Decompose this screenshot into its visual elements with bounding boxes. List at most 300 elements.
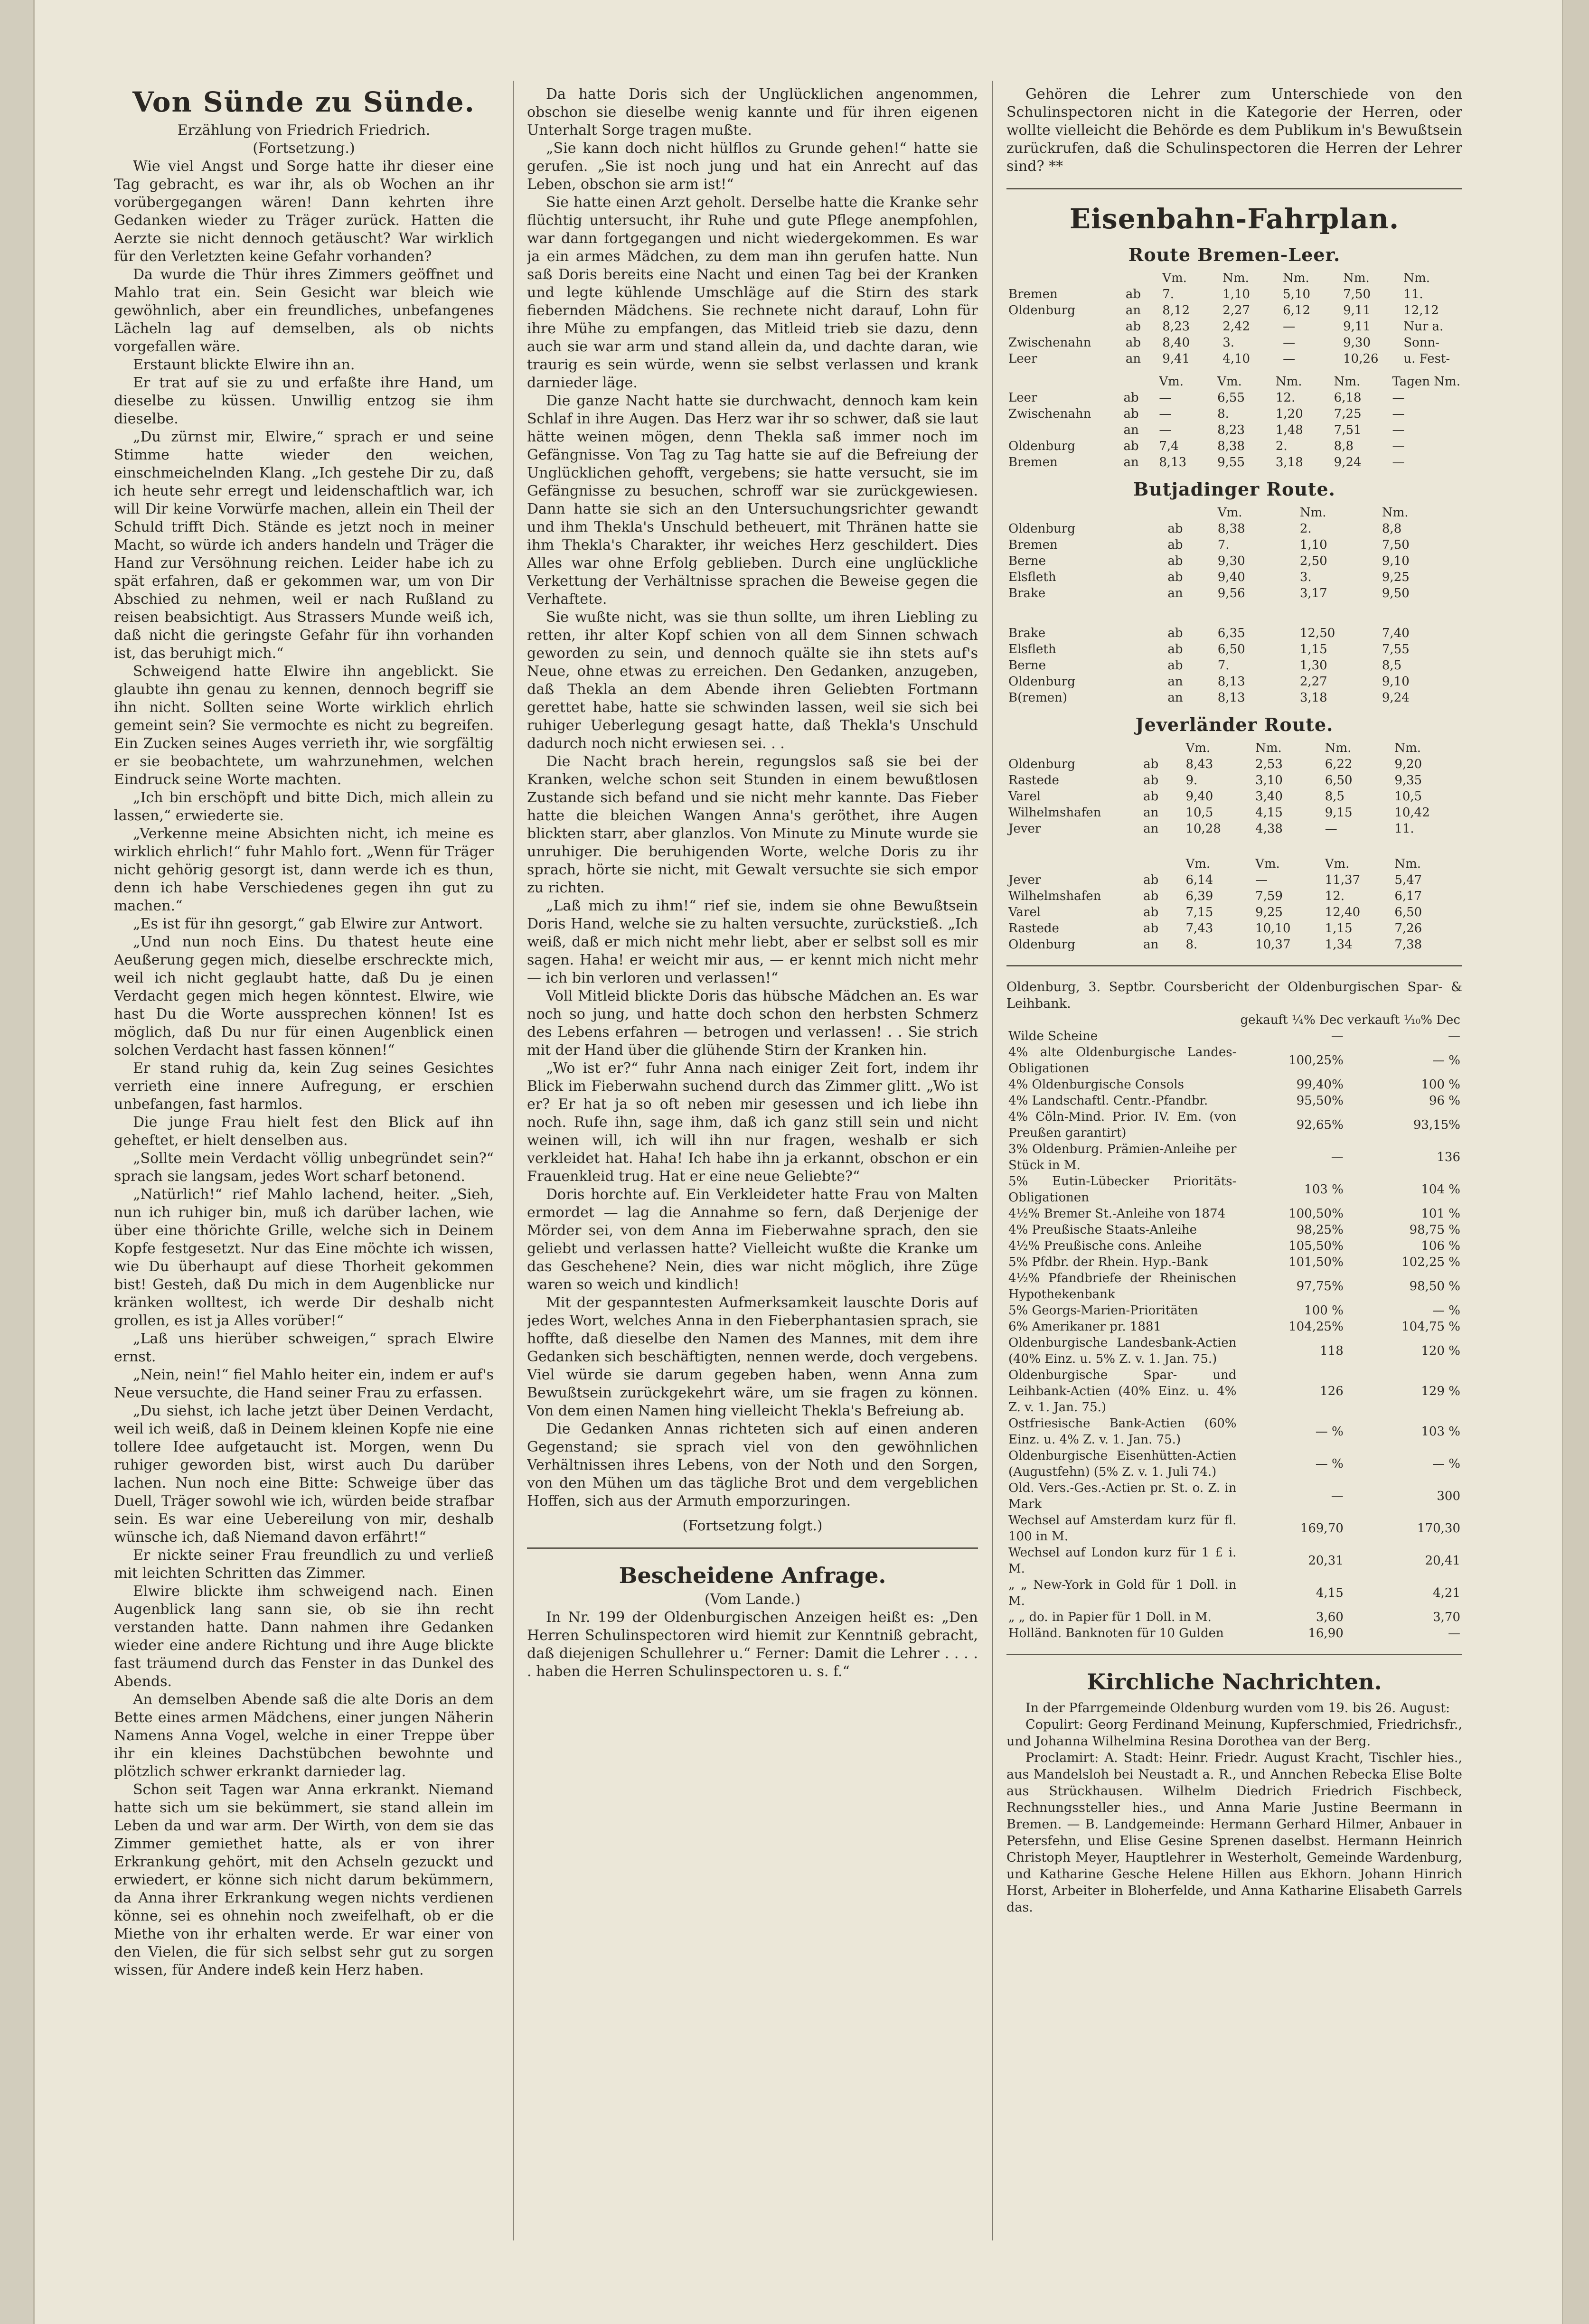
column-rule (992, 81, 993, 2240)
arr-dep: ab (1143, 905, 1159, 919)
timetable-header-cell: Nm. (1403, 271, 1430, 285)
timetable-header-cell (1006, 374, 1121, 390)
station-name: Elsfleth (1008, 642, 1056, 656)
timetable-header-cell: Vm. (1255, 857, 1280, 871)
departure-time: 11,37 (1325, 873, 1361, 887)
departure-time: 7,4 (1159, 439, 1179, 453)
bought-rate: 118 (1320, 1344, 1344, 1358)
station-name: Oldenburg (1008, 757, 1075, 771)
arr-dep: ab (1125, 336, 1141, 350)
sold-rate: — % (1432, 1053, 1460, 1068)
arr-dep: ab (1125, 287, 1141, 301)
bought-rate: — (1331, 1029, 1344, 1043)
station-name: Bremen (1008, 538, 1058, 552)
departure-time: 1,10 (1222, 287, 1251, 301)
security-name: Ostfriesische Bank-Actien (60% Einz. u. 4% Z. v. 1. Jan. 75.) (1008, 1416, 1237, 1447)
departure-time: 4,10 (1222, 352, 1251, 366)
sold-rate: — (1448, 1626, 1460, 1640)
departure-time: Nur a. (1403, 319, 1444, 334)
bought-rate: — % (1315, 1457, 1344, 1471)
departure-time: 3,18 (1275, 455, 1303, 469)
paragraph: „Du siehst, ich lache jetzt über Deinen Verdacht, weil ich weiß, daß in Deinem kleinen Kopfe nie eine tollere Idee aufgetaucht ist. Morgen, wenn Du ruhiger geworden bist, wirst auch Du darüber lachen. Nun noch eine Bitte: Schweige über das Duell, Träger sowohl wie ich, würden beide strafbar sein. Es war eine Uebereilung von mir, deshalb wünsche ich, daß Niemand davon erfährt!“ (114, 1403, 494, 1546)
exchange-row (1006, 1044, 1462, 1077)
departure-time: 6,22 (1325, 757, 1353, 771)
security-name: 4½% Preußische cons. Anleihe (1008, 1239, 1202, 1253)
arr-dep: ab (1167, 554, 1183, 568)
station-name: Bremen (1008, 287, 1058, 301)
bought-rate: 126 (1320, 1384, 1344, 1398)
arr-dep: an (1167, 586, 1183, 600)
departure-time: 10,42 (1394, 806, 1430, 820)
timetable-row (1006, 805, 1462, 821)
column-rule (513, 81, 514, 2240)
timetable-row (1006, 788, 1462, 805)
arr-dep: an (1123, 455, 1139, 469)
departure-time: 7,59 (1255, 889, 1283, 903)
timetable-header-cell: Vm. (1185, 857, 1211, 871)
timetable-header-cell: Vm. (1217, 506, 1242, 520)
timetable-row (1006, 319, 1462, 335)
departure-time: 2,42 (1222, 319, 1251, 334)
paragraph: „Nein, nein!“ fiel Mahlo heiter ein, indem er auf's Neue versuchte, die Hand seiner Frau zu erfassen. (114, 1367, 494, 1401)
security-name: 4½% Bremer St.-Anleihe von 1874 (1008, 1207, 1226, 1221)
sold-rate: 120 % (1421, 1344, 1460, 1358)
timetable-row (1006, 920, 1462, 937)
departure-time: 11. (1403, 287, 1423, 301)
station-name: Berne (1008, 658, 1046, 673)
timetable-header-cell (1124, 270, 1160, 286)
paragraph: Wie viel Angst und Sorge hatte ihr dieser eine Tag gebracht, es war ihr, als ob Wochen an ihr vorübergegangen wären! Dann kehrten ihre Gedanken wieder zu Träger zurück. Hatten die Aerzte sie nicht dennoch getäuscht? War wirklich für den Verletzten keine Gefahr vorhanden? (114, 158, 494, 265)
paragraph: Er stand ruhig da, kein Zug seines Gesichtes verrieth eine innere Aufregung, er erschien unbefangen, fast harmlos. (114, 1060, 494, 1113)
sold-rate: 3,70 (1433, 1610, 1460, 1624)
departure-time: 2,53 (1255, 757, 1283, 771)
paragraph: „Du zürnst mir, Elwire,“ sprach er und seine Stimme hatte wieder den weichen, einschmeichelnden Klang. „Ich gestehe Dir zu, daß ich heute sehr erregt und leidenschaftlich war, ich will Dir keine Vorwürfe machen, allein ein Theil der Schuld trifft Dich. Stände es jetzt noch in meiner Macht, so würde ich anders handeln und Träger die Hand zur Versöhnung reichen. Leider habe ich zu spät erfahren, daß er gekommen war, um von Dir Abschied zu nehmen, weil er nach Rußland zu reisen beabsichtigt. Aus Strassers Munde weiß ich, daß nicht die geringste Gefahr für ihn vorhanden ist, das beruhigt mich.“ (114, 429, 494, 662)
exchange-row (1006, 1238, 1462, 1254)
arr-dep: ab (1167, 522, 1183, 536)
arr-dep: ab (1167, 626, 1183, 640)
departure-time: 3. (1299, 570, 1312, 584)
station-name: Leer (1008, 352, 1037, 366)
arr-dep: ab (1167, 570, 1183, 584)
station-name: Zwischenahn (1008, 407, 1091, 421)
departure-time: 7,25 (1334, 407, 1362, 421)
departure-time: 9. (1185, 773, 1198, 787)
column-header-bought: gekauft ¼% Dec (1240, 1013, 1344, 1027)
sold-rate: — % (1432, 1457, 1460, 1471)
station-name: Wilhelmshafen (1008, 889, 1101, 903)
departure-time: 12,50 (1299, 626, 1335, 640)
exchange-row (1006, 1480, 1462, 1512)
timetable-row (1006, 625, 1462, 641)
paragraph: Er trat auf sie zu und erfaßte ihre Hand, um dieselbe zu küssen. Unwillig entzog sie ihm dieselbe. (114, 375, 494, 427)
exchange-row (1006, 1319, 1462, 1335)
security-name: 5% Pfdbr. der Rhein. Hyp.-Bank (1008, 1255, 1208, 1269)
timetable-row (1006, 772, 1462, 788)
timetable-header-row (1006, 740, 1462, 756)
security-name: Wechsel auf London kurz für 1 £ i. M. (1008, 1546, 1237, 1576)
security-name: Oldenburgische Spar- und Leihbank-Actien (40% Einz. u. 4% Z. v. 1. Jan. 75.) (1008, 1368, 1237, 1415)
station-name: Zwischenahn (1008, 336, 1091, 350)
paragraph: Schon seit Tagen war Anna erkrankt. Niemand hatte sich um sie bekümmert, sie stand allein im Leben da und war arm. Der Wirth, von dem sie das Zimmer gemiethet hatte, als er von ihrer Erkrankung gehört, mit den Achseln gezuckt und erwiedert, er könne sich nicht darum bekümmern, da Anna ihrer Erkrankung wegen nichts verdienen könne, sei es ohnehin noch zweifelhaft, ob er die Miethe von ihr erhalten werde. Er war einer von den Vielen, die für sich selbst sehr gut zu sorgen wissen, für Andere indeß kein Herz haben. (114, 1781, 494, 1978)
station-name: B(remen) (1008, 691, 1067, 705)
section-divider (1006, 1654, 1462, 1655)
departure-time: 8,13 (1159, 455, 1187, 469)
arr-dep: an (1125, 303, 1141, 318)
bought-rate: 101,50% (1288, 1255, 1344, 1269)
security-name: 4% Preußische Staats-Anleihe (1008, 1223, 1197, 1237)
station-name: Leer (1008, 391, 1037, 405)
timetable-header-cell: Vm. (1185, 741, 1211, 755)
timetable-header-cell: Nm. (1299, 506, 1326, 520)
paragraph: Die Gedanken Annas richteten sich auf einen anderen Gegenstand; sie sprach viel von den gewöhnlichen Verhältnissen ihres Lebens, von der Noth und den Sorgen, von den Mühen um das tägliche Brot und dem vergeblichen Hoffen, sich aus der Armuth emporzuringen. (527, 1421, 978, 1509)
timetable-header-cell: Nm. (1275, 375, 1302, 389)
paragraph: Proclamirt: A. Stadt: Heinr. Friedr. August Kracht, Tischler hies., aus Mandelsloh bei Neustadt a. R., und Annchen Rebecka Elise Bolte aus Strückhausen. Wilhelm Diedrich Friedrich Fischbeck, Rechnungssteller hies., und Anna Marie Justine Beermann in Bremen. — B. Landgemeinde: Hermann Gerhard Hilmer, Anbauer in Petersfehn, und Elise Gesine Sprenen daselbst. Hermann Heinrich Christoph Meyer, Hauptlehrer in Westerholt, Gemeinde Wardenburg, und Katharine Gesche Helene Hillen aus Ekhorn. Johann Hinrich Horst, Arbeiter in Bloherfelde, und Anna Katharine Elisabeth Garrels das. (1006, 1751, 1462, 1915)
timetable-header-row (1006, 270, 1462, 286)
exchange-row (1006, 1077, 1462, 1093)
exchange-row (1006, 1141, 1462, 1173)
arr-dep: an (1123, 423, 1139, 437)
station-name: Brake (1008, 626, 1046, 640)
departure-time: 10,10 (1255, 921, 1291, 936)
bought-rate: 95,50% (1296, 1094, 1344, 1108)
departure-time: 1,15 (1299, 642, 1327, 656)
paragraph: An demselben Abende saß die alte Doris an dem Bette eines armen Mädchens, einer jungen Näherin Namens Anna Vogel, welche in einer Treppe über ihr ein kleines Dachstübchen bewohnte und plötzlich schwer erkrankt darnieder lag. (114, 1691, 494, 1780)
route-title: Jeverländer Route. (1135, 714, 1334, 735)
departure-time: 1,34 (1325, 937, 1353, 952)
timetable-row (1006, 756, 1462, 772)
timetable-row (1006, 674, 1462, 690)
bought-rate: 97,75% (1296, 1279, 1344, 1293)
exchange-row (1006, 1222, 1462, 1238)
bought-rate: 169,70 (1300, 1521, 1344, 1536)
station-name: Jever (1008, 873, 1041, 887)
departure-time: 9,40 (1217, 570, 1245, 584)
departure-time: 9,30 (1343, 336, 1371, 350)
timetable-header-cell: Nm. (1325, 741, 1352, 755)
arr-dep: ab (1167, 642, 1183, 656)
station-name (1006, 422, 1121, 438)
exchange-row (1006, 1028, 1462, 1044)
departure-time: 2. (1275, 439, 1288, 453)
exchange-row (1006, 1109, 1462, 1141)
departure-time: 6,14 (1185, 873, 1213, 887)
paragraph: „Und nun noch Eins. Du thatest heute eine Aeußerung gegen mich, dieselbe erschreckte mich, weil ich nicht geglaubt hatte, daß Du je einen Verdacht gegen mich hegen könntest. Elwire, wie hast Du die Worte aussprechen können! Ist es möglich, daß Du nur für einen Augenblick einen solchen Verdacht hast fassen können!“ (114, 934, 494, 1059)
departure-time: 12. (1325, 889, 1345, 903)
story-byline: Erzählung von Friedrich Friedrich. (177, 122, 431, 139)
departure-time: — (1392, 407, 1405, 421)
paragraph: Die Nacht brach herein, regungslos saß sie bei der Kranken, welche schon seit Stunden in einem bewußtlosen Zustande sich befand und sie nicht mehr kannte. Das Fieber hatte die bleichen Wangen Anna's geröthet, ihre Augen blickten starr, aber glanzlos. Von Minute zu Minute wurde sie unruhiger. Die beruhigenden Worte, welche Doris zu ihr sprach, hörte sie nicht, mit Gewalt versuchte sie sich empor zu richten. (527, 753, 978, 896)
arr-dep: ab (1123, 391, 1139, 405)
timetable-row (1006, 302, 1462, 319)
departure-time: 6,18 (1334, 391, 1362, 405)
security-name: 6% Amerikaner pr. 1881 (1008, 1320, 1162, 1334)
sold-rate: 104 % (1421, 1182, 1460, 1197)
security-name: 4½% Pfandbriefe der Rheinischen Hypothekenbank (1008, 1271, 1237, 1302)
exchange-rates-table (1006, 1012, 1462, 1641)
departure-time: 6,35 (1217, 626, 1245, 640)
bought-rate: 20,31 (1308, 1554, 1344, 1568)
timetable-header-cell: Nm. (1222, 271, 1249, 285)
exchange-report-header: Oldenburg, 3. Septbr. Coursbericht der Oldenburgischen Spar- & Leihbank. (1006, 980, 1462, 1011)
station-name: Elsfleth (1008, 570, 1056, 584)
departure-time: 8,13 (1217, 691, 1245, 705)
story-body (114, 158, 494, 1979)
exchange-row (1006, 1173, 1462, 1206)
sold-rate: 102,25 % (1401, 1255, 1460, 1269)
departure-time: 9,24 (1334, 455, 1362, 469)
paragraph: Elwire blickte ihm schweigend nach. Einen Augenblick lang sann sie, ob sie ihn recht verstanden hatte. Dann nahmen ihre Gedanken wieder eine andere Richtung und ihre Auge blickte fast träumend durch das Fenster in das Dunkel des Abends. (114, 1583, 494, 1690)
paragraph: Voll Mitleid blickte Doris das hübsche Mädchen an. Es war noch so jung, und hatte doch schon den herbsten Schmerz des Lebens erfahren — betrogen und verlassen! . . Sie strich mit der Hand über die glühende Stirn der Kranken hin. (527, 988, 978, 1059)
departure-time: 10,5 (1394, 789, 1422, 804)
departure-time: 1,15 (1325, 921, 1353, 936)
timetable (1006, 740, 1462, 837)
departure-time: 8. (1185, 937, 1198, 952)
timetable-header-cell (1141, 740, 1184, 756)
departure-time: 5,47 (1394, 873, 1422, 887)
departure-time: 7. (1217, 538, 1230, 552)
station-name: Oldenburg (1008, 303, 1075, 318)
security-name: Wilde Scheine (1008, 1029, 1098, 1043)
timetable-row (1006, 569, 1462, 585)
timetable-header-row (1006, 856, 1462, 872)
security-name: 3% Oldenburg. Prämien-Anleihe per Stück in M. (1008, 1142, 1237, 1172)
timetable-row (1006, 438, 1462, 454)
exchange-row (1006, 1545, 1462, 1577)
departure-time: 1,10 (1299, 538, 1327, 552)
timetable (1006, 505, 1462, 601)
departure-time: 7,43 (1185, 921, 1213, 936)
departure-time: 12,40 (1325, 905, 1361, 919)
departure-time: 9,11 (1343, 303, 1371, 318)
paragraph: Da hatte Doris sich der Unglücklichen angenommen, obschon sie dieselbe wenig kannte und für ihren eigenen Unterhalt Sorge tragen mußte. (527, 86, 978, 139)
timetable-header-cell: Nm. (1334, 375, 1361, 389)
exchange-row (1006, 1254, 1462, 1270)
departure-time: 8,8 (1382, 522, 1402, 536)
departure-time: 2,27 (1299, 675, 1327, 689)
bought-rate: 98,25% (1296, 1223, 1344, 1237)
sold-rate: — % (1432, 1303, 1460, 1318)
section-divider (1006, 965, 1462, 966)
timetable-header-cell: Vm. (1325, 857, 1350, 871)
arr-dep: ab (1143, 921, 1159, 936)
column-left (114, 85, 494, 2269)
sold-rate: 300 (1437, 1489, 1460, 1503)
timetable-row (1006, 406, 1462, 422)
departure-time: — (1283, 336, 1296, 350)
departure-time: 9,40 (1185, 789, 1213, 804)
departure-time: 7,51 (1334, 423, 1362, 437)
departure-time: 8. (1217, 407, 1229, 421)
exchange-row (1006, 1367, 1462, 1415)
departure-time: 8,43 (1185, 757, 1213, 771)
departure-time: 9,20 (1394, 757, 1422, 771)
departure-time: 7. (1217, 658, 1230, 673)
exchange-row (1006, 1512, 1462, 1545)
departure-time: 7. (1162, 287, 1175, 301)
security-name: Oldenburgische Landesbank-Actien (40% Einz. u. 5% Z. v. 1. Jan. 75.) (1008, 1336, 1237, 1366)
station-name: Rastede (1008, 921, 1059, 936)
bought-rate: 100,50% (1288, 1207, 1344, 1221)
security-name: Wechsel auf Amsterdam kurz für fl. 100 in M. (1008, 1513, 1237, 1544)
departure-time: 9,56 (1217, 586, 1245, 600)
departure-time: 3. (1222, 336, 1235, 350)
departure-time: 12,12 (1403, 303, 1439, 318)
arr-dep: ab (1167, 538, 1183, 552)
station-name: Oldenburg (1008, 522, 1075, 536)
timetable-row (1006, 888, 1462, 904)
timetable-header-cell (1121, 374, 1157, 390)
arr-dep: ab (1125, 319, 1141, 334)
sold-rate: 101 % (1421, 1207, 1460, 1221)
departure-time: 9,15 (1325, 806, 1353, 820)
exchange-row (1006, 1206, 1462, 1222)
paragraph: Copulirt: Georg Ferdinand Meinung, Kupferschmied, Friedrichsfr., und Johanna Wilhelmina Resina Dorothea van der Berg. (1006, 1717, 1462, 1749)
timetable-row (1006, 553, 1462, 569)
timetable (1006, 374, 1462, 470)
timetable-header-cell (1141, 856, 1184, 872)
timetable-title: Eisenbahn-Fahrplan. (1069, 203, 1400, 235)
departure-time: 10,26 (1343, 352, 1379, 366)
departure-time: 9,25 (1382, 570, 1410, 584)
departure-time: 7,50 (1382, 538, 1410, 552)
departure-time: 4,38 (1255, 822, 1283, 836)
departure-time: 6,39 (1185, 889, 1213, 903)
timetable-header-cell: Tagen Nm. (1392, 375, 1460, 389)
paragraph: „Sie kann doch nicht hülflos zu Grunde gehen!“ hatte sie gerufen. „Sie ist noch jung und hat ein Anrecht auf das Leben, obschon sie arm ist!“ (527, 140, 978, 193)
exchange-row (1006, 1415, 1462, 1448)
timetable-row (1006, 641, 1462, 657)
security-name: „ „ do. in Papier für 1 Doll. in M. (1008, 1610, 1212, 1624)
departure-time: 9,35 (1394, 773, 1422, 787)
departure-time: — (1392, 423, 1405, 437)
timetable-row (1006, 454, 1462, 470)
station-name: Oldenburg (1008, 675, 1075, 689)
sold-rate: — (1448, 1029, 1460, 1043)
station-name: Rastede (1008, 773, 1059, 787)
bought-rate: 100,25% (1288, 1053, 1344, 1068)
sold-rate: 4,21 (1433, 1586, 1460, 1600)
bought-rate: — % (1315, 1424, 1344, 1439)
departure-time: 8,23 (1217, 423, 1245, 437)
story-continuation: (Fortsetzung.) (253, 140, 355, 157)
departure-time: 9,55 (1217, 455, 1245, 469)
timetable-header-cell: Nm. (1382, 506, 1409, 520)
departure-time: — (1255, 873, 1268, 887)
departure-time: — (1392, 391, 1405, 405)
departure-time: 9,30 (1217, 554, 1245, 568)
security-name: 5% Georgs-Marien-Prioritäten (1008, 1303, 1198, 1318)
departure-time: 7,50 (1343, 287, 1371, 301)
timetable-row (1006, 657, 1462, 674)
departure-time: — (1159, 423, 1172, 437)
departure-time: 8,23 (1162, 319, 1190, 334)
departure-time: 6,50 (1217, 642, 1245, 656)
departure-time: 10,5 (1185, 806, 1213, 820)
column-header-sold: verkauft ¹⁄₁₀% Dec (1347, 1013, 1460, 1027)
security-name: Old. Vers.-Ges.-Actien pr. St. o. Z. in Mark (1008, 1481, 1237, 1511)
departure-time: — (1325, 822, 1337, 836)
station-name: Varel (1008, 905, 1041, 919)
departure-time: 12. (1275, 391, 1296, 405)
timetable (1006, 625, 1462, 706)
timetable-header-cell: Nm. (1394, 857, 1421, 871)
paragraph: Doris horchte auf. Ein Verkleideter hatte Frau von Malten ermordet — lag die Annahme so fern, daß Derjenige der Mörder sei, von dem Anna im Fieberwahne sprach, den sie geliebt und verlassen hatte? Vielleicht wußte die Kranke um das Geschehene? Nein, dies war nicht möglich, ihre Züge waren so weich und kindlich! (527, 1186, 978, 1293)
church-news-title: Kirchliche Nachrichten. (1087, 1669, 1382, 1695)
article-text-continued: Gehören die Lehrer zum Unterschiede von den Schulinspectoren nicht in die Kategorie der Herren, oder wollte vielleicht die Behörde es dem Publikum in's Bewußtsein zurückrufen, daß die Schulinspectoren die Herren der Lehrer sind? ** (1006, 86, 1462, 175)
timetable-row (1006, 335, 1462, 351)
sold-rate: 20,41 (1425, 1554, 1460, 1568)
section-divider (1006, 188, 1462, 189)
bought-rate: 105,50% (1288, 1239, 1344, 1253)
arr-dep: ab (1123, 407, 1139, 421)
paragraph: Die junge Frau hielt fest den Blick auf ihn geheftet, er hielt denselben aus. (114, 1114, 494, 1149)
timetable-row (1006, 521, 1462, 537)
departure-time: 6,12 (1283, 303, 1311, 318)
sold-rate: 136 (1437, 1150, 1460, 1164)
arr-dep: an (1143, 806, 1159, 820)
departure-time: — (1283, 319, 1296, 334)
timetable-header-cell: Nm. (1283, 271, 1309, 285)
paragraph: In der Pfarrgemeinde Oldenburg wurden vom 19. bis 26. August: (1025, 1701, 1450, 1715)
timetable-header-cell (1006, 505, 1166, 521)
departure-time: Sonn- (1403, 336, 1440, 350)
departure-time: 3,40 (1255, 789, 1283, 804)
left-binding-margin (0, 0, 35, 2324)
security-name: Oldenburgische Eisenhütten-Actien (Augustfehn) (5% Z. v. 1. Juli 74.) (1008, 1449, 1237, 1479)
sold-rate: 100 % (1421, 1078, 1460, 1092)
departure-time: 4,15 (1255, 806, 1283, 820)
column-right (1006, 85, 1462, 2269)
exchange-row (1006, 1448, 1462, 1480)
arr-dep: ab (1143, 889, 1159, 903)
timetable (1006, 270, 1462, 367)
bought-rate: 92,65% (1296, 1118, 1344, 1132)
departure-time: 9,41 (1162, 352, 1190, 366)
departure-time: 9,24 (1382, 691, 1410, 705)
timetable-header-cell (1006, 740, 1141, 756)
arr-dep: an (1143, 937, 1159, 952)
exchange-row (1006, 1335, 1462, 1367)
station-name: Jever (1008, 822, 1041, 836)
paragraph: „Laß mich zu ihm!“ rief sie, indem sie ohne Bewußtsein Doris Hand, welche sie zu halten versuchte, zurückstieß. „Ich weiß, daß er mich nicht mehr liebt, aber er selbst soll es mir sagen. Haha! er weicht mir aus, — er kennt mich nicht mehr — ich bin verloren und verlassen!“ (527, 898, 978, 986)
departure-time: 6,50 (1394, 905, 1422, 919)
exchange-row (1006, 1577, 1462, 1609)
timetable-header-cell: Nm. (1343, 271, 1370, 285)
timetable-header-cell: Vm. (1159, 375, 1184, 389)
arr-dep: ab (1143, 789, 1159, 804)
paragraph: Da wurde die Thür ihres Zimmers geöffnet und Mahlo trat ein. Sein Gesicht war bleich wie gewöhnlich, aber ein freundliches, unbefangenes Lächeln lag auf demselben, als ob nichts vorgefallen wäre. (114, 266, 494, 355)
paragraph: „Wo ist er?“ fuhr Anna nach einiger Zeit fort, indem ihr Blick im Fieberwahn suchend durch das Zimmer glitt. „Wo ist er? Er hat ja so oft neben mir gesessen und ich liebe ihn noch. Rufe ihn, sage ihm, daß ich ganz still sein und nicht weinen will, ich will ihn nur fragen, weshalb er sich verkleidet hat. Haha! Ich habe ihn ja erkannt, obschon er ein Frauenkleid trug. Hat er eine neue Geliebte?“ (527, 1060, 978, 1185)
sold-rate: 98,75 % (1409, 1223, 1460, 1237)
security-name: „ „ New-York in Gold für 1 Doll. in M. (1008, 1578, 1237, 1608)
station-name: Bremen (1008, 455, 1058, 469)
timetable-header-cell: Nm. (1394, 741, 1421, 755)
timetable-header-row (1006, 505, 1462, 521)
timetable-row (1006, 390, 1462, 406)
station-name: Wilhelmshafen (1008, 806, 1101, 820)
timetable-row (1006, 286, 1462, 302)
timetable-row (1006, 904, 1462, 920)
paragraph: „Ich bin erschöpft und bitte Dich, mich allein zu lassen,“ erwiederte sie. (114, 789, 494, 824)
departure-time: 8,5 (1325, 789, 1345, 804)
departure-time: 7,55 (1382, 642, 1410, 656)
exchange-row (1006, 1303, 1462, 1319)
departure-time: 9,50 (1382, 586, 1410, 600)
sold-rate: 98,50 % (1409, 1279, 1460, 1293)
security-name: 4% Oldenburgische Consols (1008, 1078, 1184, 1092)
paragraph: Sie wußte nicht, was sie thun sollte, um ihren Liebling zu retten, ihr alter Kopf schien von all dem Sinnen schwach geworden zu sein, und dennoch quälte sie ihn stets auf's Neue, ohne etwas zu erreichen. Den Gedanken, anzugeben, daß Thekla an dem Abende ihren Geliebten Fortmann gerettet habe, hatte sie schwinden lassen, weil sie sich bei ruhiger Ueberlegung gesagt hatte, daß Thekla's Unschuld dadurch noch nicht erwiesen sei. . . (527, 609, 978, 752)
bought-rate: 4,15 (1316, 1586, 1344, 1600)
